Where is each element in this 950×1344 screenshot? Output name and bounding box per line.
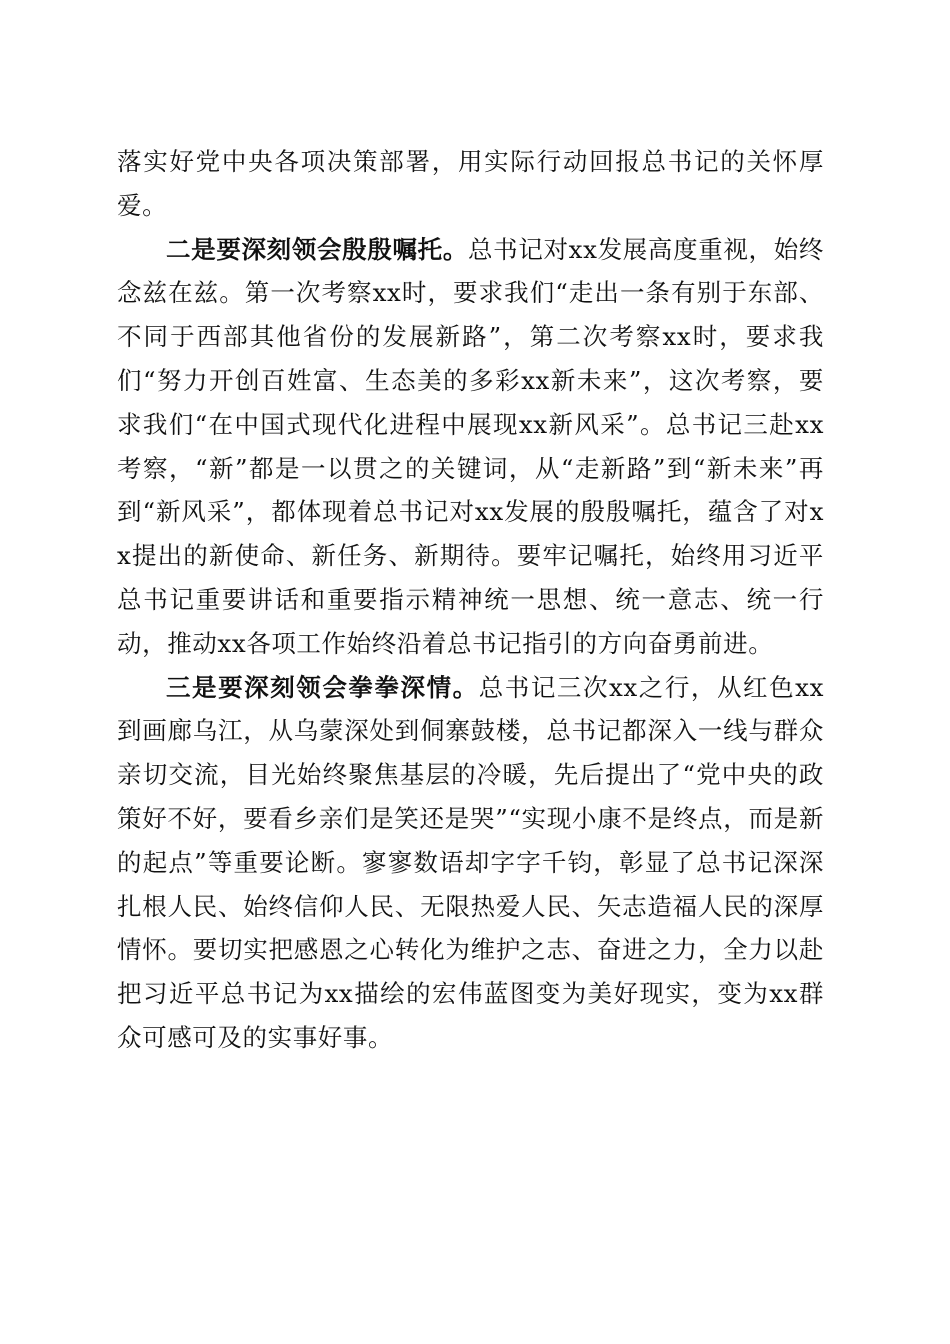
paragraph-text: 落实好党中央各项决策部署，用实际行动回报总书记的关怀厚爱。	[117, 147, 824, 220]
paragraph-continuation	[117, 140, 824, 228]
paragraph-point-three	[117, 666, 824, 1060]
paragraph-text: 总书记三次xx之行，从红色xx到画廊乌江，从乌蒙深处到侗寨鼓楼，总书记都深入一线与群众亲切交流，目光始终聚焦基层的冷暖，先后提出了“党中央的政策好不好，要看乡亲们是笑还是哭”“实现小康不是终点，而是新的起点”等重要论断。寥寥数语却字字千钧，彰显了总书记深深扎根人民、始终信仰人民、无限热爱人民、矢志造福人民的深厚情怀。要切实把感恩之心转化为维护之志、奋进之力，全力以赴把习近平总书记为xx描绘的宏伟蓝图变为美好现实，变为xx群众可感可及的实事好事。	[117, 672, 824, 1052]
paragraph-point-two	[117, 228, 824, 666]
paragraph-lead-heading: 三是要深刻领会拳拳深情。	[166, 672, 479, 702]
paragraph-lead-heading: 二是要深刻领会殷殷嘱托。	[166, 234, 468, 264]
paragraph-text: 总书记对xx发展高度重视，始终念兹在兹。第一次考察xx时，要求我们“走出一条有别于东部、不同于西部其他省份的发展新路”，第二次考察xx时，要求我们“努力开创百姓富、生态美的多彩xx新未来”，这次考察，要求我们“在中国式现代化进程中展现xx新风采”。总书记三赴xx考察，“新”都是一以贯之的关键词，从“走新路”到“新未来”再到“新风采”，都体现着总书记对xx发展的殷殷嘱托，蕴含了对xx提出的新使命、新任务、新期待。要牢记嘱托，始终用习近平总书记重要讲话和重要指示精神统一思想、统一意志、统一行动，推动xx各项工作始终沿着总书记指引的方向奋勇前进。	[117, 234, 824, 658]
